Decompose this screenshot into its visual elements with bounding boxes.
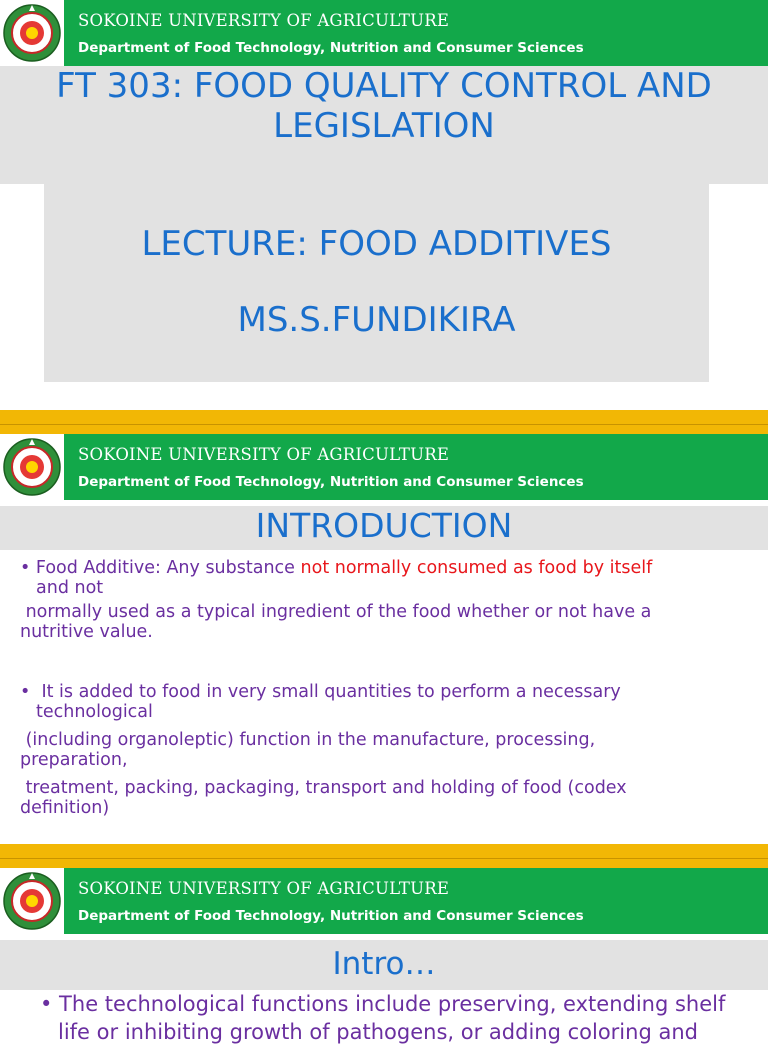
bullet-line: and not bbox=[36, 578, 104, 598]
university-seal-icon bbox=[2, 869, 62, 933]
slide-header bbox=[0, 434, 768, 500]
bullet-line: life or inhibiting growth of pathogens, or adding coloring and bbox=[58, 1020, 698, 1044]
university-name: SOKOINE UNIVERSITY OF AGRICULTURE bbox=[78, 11, 450, 30]
lecturer-name: MS.S.FUNDIKIRA bbox=[237, 300, 516, 340]
university-name: SOKOINE UNIVERSITY OF AGRICULTURE bbox=[78, 879, 450, 898]
slide-heading: Intro… bbox=[332, 946, 436, 982]
department-name: Department of Food Technology, Nutrition and Consumer Sciences bbox=[78, 474, 584, 490]
bullet-line: preparation, bbox=[20, 750, 128, 770]
bullet-line: definition) bbox=[20, 798, 110, 818]
bullet-food-additive bbox=[20, 558, 750, 642]
bullet-text: • Food Additive: Any substance bbox=[20, 558, 301, 578]
university-name: SOKOINE UNIVERSITY OF AGRICULTURE bbox=[78, 445, 450, 464]
department-name: Department of Food Technology, Nutrition and Consumer Sciences bbox=[78, 908, 584, 924]
slide-divider bbox=[0, 410, 768, 434]
slide-header bbox=[0, 868, 768, 934]
subtitle-panel bbox=[44, 184, 709, 382]
bullet-line: • The technological functions include preserving, extending shelf bbox=[40, 992, 726, 1016]
university-logo bbox=[0, 868, 64, 934]
university-logo bbox=[0, 434, 64, 500]
course-title-line-1: FT 303: FOOD QUALITY CONTROL AND bbox=[56, 66, 712, 106]
slide-heading: INTRODUCTION bbox=[255, 506, 513, 545]
course-title bbox=[0, 66, 768, 146]
department-name: Department of Food Technology, Nutrition and Consumer Sciences bbox=[78, 40, 584, 56]
bullet-line bbox=[20, 558, 750, 578]
bullet-line: • It is added to food in very small quantities to perform a necessary bbox=[20, 682, 621, 702]
bullet-additive-purpose bbox=[20, 682, 750, 818]
bullet-line: nutritive value. bbox=[20, 622, 153, 642]
lecture-title: LECTURE: FOOD ADDITIVES bbox=[141, 224, 612, 264]
slide-2 bbox=[0, 434, 768, 844]
university-logo bbox=[0, 0, 64, 66]
slide-3 bbox=[0, 868, 768, 1044]
university-seal-icon bbox=[2, 1, 62, 65]
bullet-line: normally used as a typical ingredient of the food whether or not have a bbox=[20, 602, 652, 622]
slide-1 bbox=[0, 0, 768, 410]
bullet-line: technological bbox=[36, 702, 153, 722]
course-title-line-2: LEGISLATION bbox=[273, 106, 495, 146]
bullet-technological-functions bbox=[40, 990, 760, 1046]
university-seal-icon bbox=[2, 435, 62, 499]
highlighted-text: not normally consumed as food by itself bbox=[300, 558, 653, 578]
slide-header bbox=[0, 0, 768, 66]
bullet-line: (including organoleptic) function in the manufacture, processing, bbox=[20, 730, 596, 750]
slide-divider bbox=[0, 844, 768, 868]
bullet-line: treatment, packing, packaging, transport and holding of food (codex bbox=[20, 778, 627, 798]
